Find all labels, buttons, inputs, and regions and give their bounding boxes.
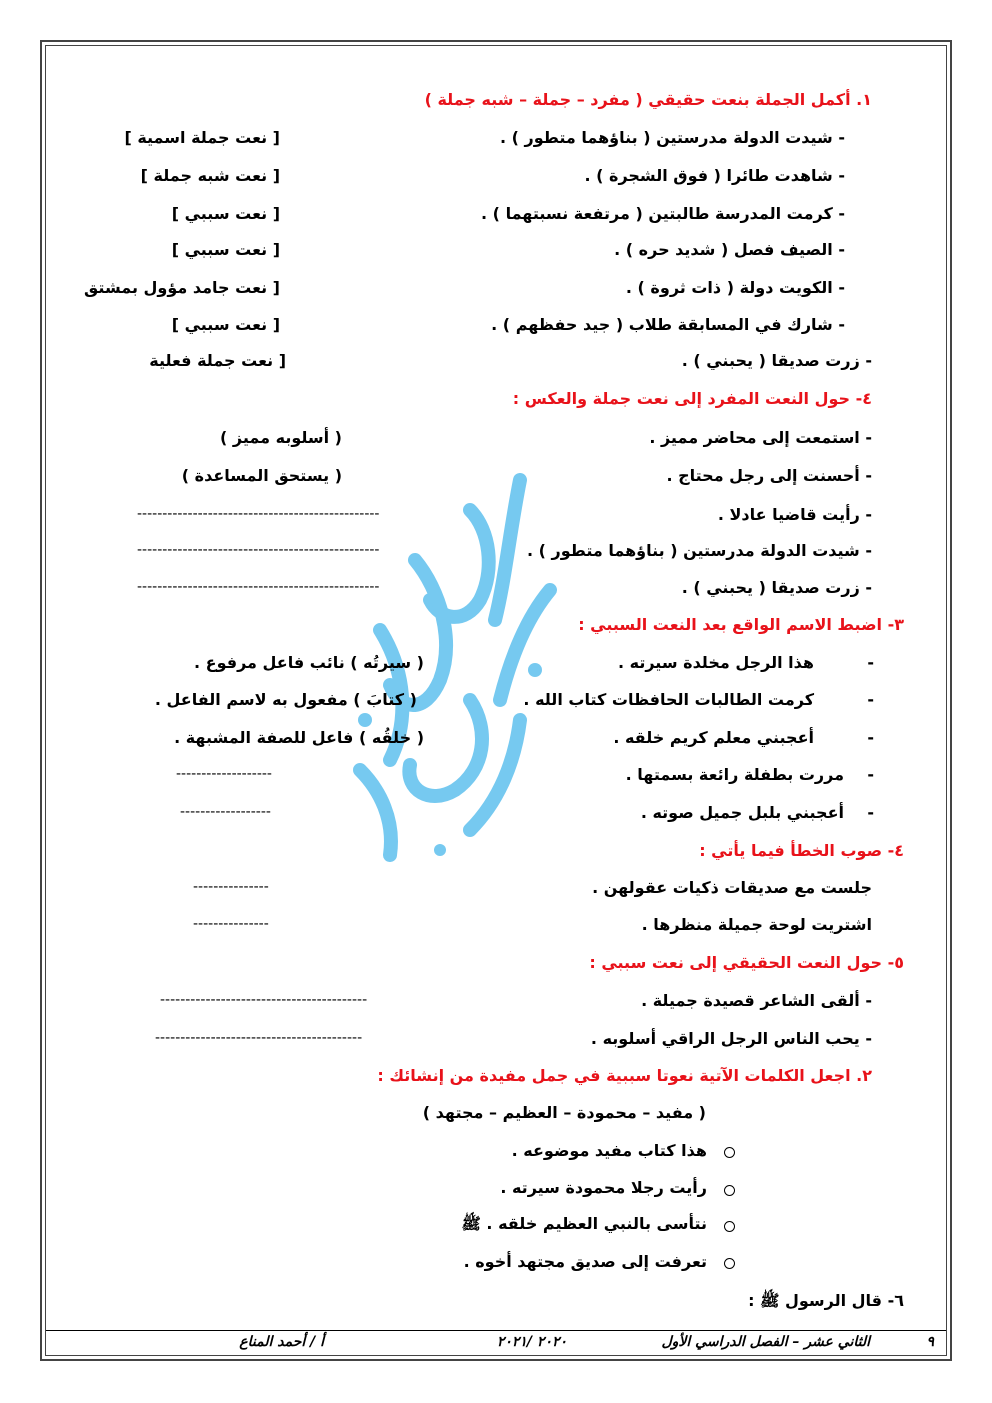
answer-blank: ------------------ bbox=[180, 804, 271, 820]
bullet-circle-icon bbox=[724, 1258, 735, 1269]
answer-blank: ------------------- bbox=[176, 766, 272, 782]
q1-answer: [ نعت سببي ] bbox=[171, 240, 280, 259]
q1-sentence: - كرمت المدرسة طالبتين ( مرتفعة نسبتهما ) . bbox=[481, 204, 845, 223]
q3-answer: ( خلقُه ) فاعل للصفة المشبهة . bbox=[174, 728, 424, 747]
q1-answer: [ نعت سببي ] bbox=[171, 204, 280, 223]
q4a-sentence: - شيدت الدولة مدرستين ( بناؤهما متطور ) . bbox=[526, 541, 872, 560]
answer-blank: ------------------------------------------------ bbox=[137, 579, 380, 595]
answer-blank: --------------- bbox=[193, 916, 269, 932]
q4b-sentence: اشتريت لوحة جميلة منظرها . bbox=[641, 915, 872, 934]
q3-sentence: كرمت الطالبات الحافظات كتاب الله . bbox=[523, 690, 814, 709]
footer-rule bbox=[46, 1330, 946, 1331]
footer-author: أ / أحمد المناع bbox=[239, 1334, 324, 1350]
q3-sentence: هذا الرجل مخلدة سيرته . bbox=[617, 653, 814, 672]
q1-answer: [ نعت سببي ] bbox=[171, 315, 280, 334]
bullet-circle-icon bbox=[724, 1185, 735, 1196]
q1-answer: [ نعت شبه جملة ] bbox=[140, 166, 280, 185]
q4a-sentence: - رأيت قاضيا عادلا . bbox=[717, 505, 872, 524]
footer-course: الثاني عشر – الفصل الدراسي الأول bbox=[661, 1334, 870, 1350]
q2-item: نتأسى بالنبي العظيم خلقه . ﷺ bbox=[461, 1214, 707, 1233]
q1-answer: [ نعت جملة فعلية bbox=[149, 351, 286, 370]
q4a-heading: ٤- حول النعت المفرد إلى نعت جملة والعكس : bbox=[512, 389, 872, 408]
q3-bullet: - bbox=[867, 653, 874, 672]
answer-blank: ------------------------------------------------ bbox=[137, 542, 380, 558]
q3-heading: ٣- اضبط الاسم الواقع بعد النعت السببي : bbox=[578, 615, 904, 634]
q5-sentence: - ألقى الشاعر قصيدة جميلة . bbox=[641, 991, 872, 1010]
q5-heading: ٥- حول النعت الحقيقي إلى نعت سببي : bbox=[589, 953, 904, 972]
q1-answer: [ نعت جملة اسمية ] bbox=[124, 128, 280, 147]
q2-item: تعرفت إلى صديق مجتهد أخوه . bbox=[463, 1252, 707, 1271]
q4a-answer: ( يستحق المساعدة ) bbox=[181, 466, 342, 485]
answer-blank: --------------- bbox=[193, 879, 269, 895]
q2-item: هذا كتاب مفيد موضوعه . bbox=[511, 1141, 707, 1160]
q3-answer: ( كتابَ ) مفعول به لاسم الفاعل . bbox=[154, 690, 417, 709]
q1-sentence: - زرت صديقا ( يحبني ) . bbox=[681, 351, 872, 370]
q3-sentence: أعجبني معلم كريم خلقه . bbox=[613, 728, 814, 747]
q3-bullet: - bbox=[867, 728, 874, 747]
q3-sentence: مررت بطفلة رائعة بسمتها . bbox=[625, 765, 844, 784]
bullet-circle-icon bbox=[724, 1221, 735, 1232]
q5-sentence: - يحب الناس الرجل الراقي أسلوبه . bbox=[590, 1029, 872, 1048]
q1-sentence: - شاهدت طائرا ( فوق الشجرة ) . bbox=[584, 166, 845, 185]
q4b-heading: ٤- صوب الخطأ فيما يأتي : bbox=[699, 841, 904, 860]
q4a-sentence: - أحسنت إلى رجل محتاج . bbox=[666, 466, 872, 485]
q4a-sentence: - زرت صديقا ( يحبني ) . bbox=[681, 578, 872, 597]
footer-year: ٢٠٢٠ /٢٠٢١ bbox=[496, 1334, 567, 1350]
q6-text: ٦- قال الرسول ﷺ : bbox=[748, 1291, 904, 1310]
answer-blank: ------------------------------------------------ bbox=[137, 506, 380, 522]
answer-blank: ----------------------------------------- bbox=[160, 992, 368, 1008]
q3-bullet: - bbox=[867, 765, 874, 784]
q1-sentence: - الكويت دولة ( ذات ثروة ) . bbox=[625, 278, 845, 297]
answer-blank: ----------------------------------------- bbox=[155, 1030, 363, 1046]
q4b-sentence: جلست مع صديقات ذكيات عقولهن . bbox=[592, 878, 872, 897]
q4a-answer: ( أسلوبه مميز ) bbox=[220, 428, 342, 447]
q3-bullet: - bbox=[867, 690, 874, 709]
q3-sentence: أعجبني بلبل جميل صوته . bbox=[640, 803, 844, 822]
q1-sentence: - شارك في المسابقة طلاب ( جيد حفظهم ) . bbox=[491, 315, 845, 334]
q2-heading: ٢. اجعل الكلمات الآتية نعوتا سببية في جمل مفيدة من إنشائك : bbox=[377, 1066, 872, 1085]
footer-page-number: ٩ bbox=[926, 1334, 934, 1350]
q2-words: ( مفيد – محمودة – العظيم – مجتهد ) bbox=[422, 1103, 706, 1122]
q1-answer: [ نعت جامد مؤول بمشتق bbox=[84, 278, 280, 297]
q1-heading: ١. أكمل الجملة بنعت حقيقي ( مفرد – جملة – شبه جملة ) bbox=[424, 90, 872, 109]
q3-answer: ( سيرتُه ) نائب فاعل مرفوع . bbox=[193, 653, 424, 672]
q2-item: رأيت رجلا محمودة سيرته . bbox=[500, 1178, 707, 1197]
q4a-sentence: - استمعت إلى محاضر مميز . bbox=[649, 428, 872, 447]
q1-sentence: - الصيف فصل ( شديد حره ) . bbox=[614, 240, 845, 259]
bullet-circle-icon bbox=[724, 1147, 735, 1158]
q1-sentence: - شيدت الدولة مدرستين ( بناؤهما متطور ) . bbox=[499, 128, 845, 147]
q3-bullet: - bbox=[867, 803, 874, 822]
